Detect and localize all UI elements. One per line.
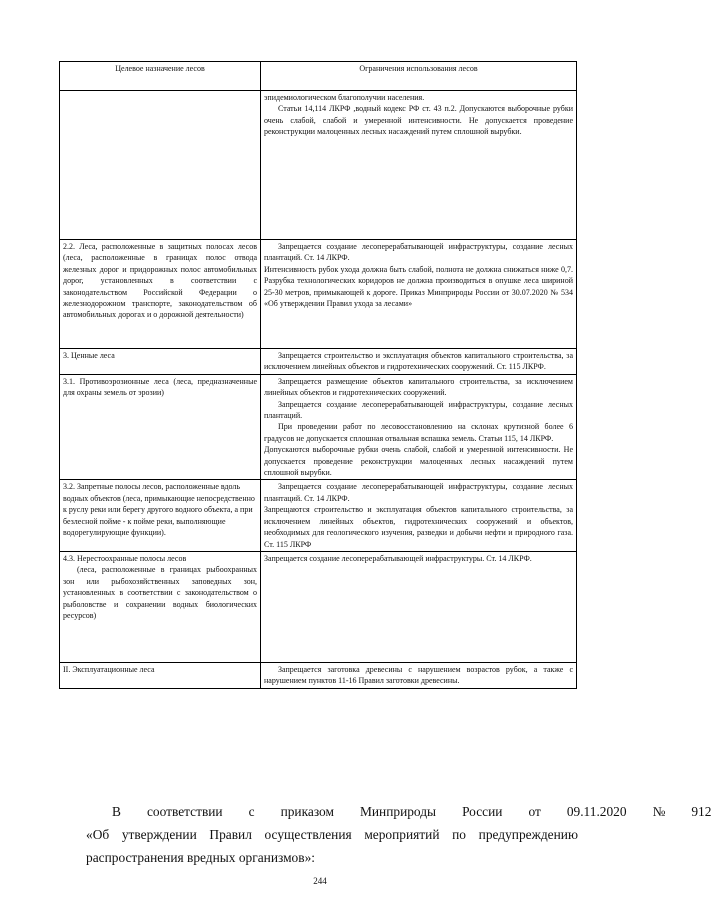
purpose-cell: II. Эксплуатационные леса <box>60 662 261 688</box>
restriction-cell <box>261 349 577 375</box>
restriction-cell <box>261 240 577 349</box>
word: утверждении <box>121 827 197 842</box>
restriction-paragraph: эпидемиологическом благополучии населения. <box>264 93 425 102</box>
word: 09.11.2020 <box>566 804 627 819</box>
word: соответствии <box>146 804 223 819</box>
word: В <box>112 804 121 819</box>
table-row <box>60 374 577 480</box>
restriction-paragraph: Интенсивность рубок ухода должна быть слабой, полнота не должна снижаться ниже 0,7. Разрубка технологических коридоров не должна производиться в опушке леса шириной 25-30 метров, примыкающей к дороге. Приказ Минприроды России от 30.07.2020 № 534 «Об утверждении Правил ухода за лесами» <box>264 264 573 309</box>
restriction-paragraph: При проведении работ по лесовосстановлению на склонах крутизной более 6 градусов не допускается сплошная отвальная вспашка земель. Статьи 115, 14 ЛКРФ. <box>264 422 573 443</box>
restriction-cell <box>261 662 577 688</box>
purpose-cell <box>60 551 261 662</box>
header-purpose: Целевое назначение лесов <box>60 62 261 91</box>
word: Минприроды <box>359 804 437 819</box>
restriction-paragraph: Запрещаются строительство и эксплуатация объектов капитального строительства, за исключением линейных объектов, гидротехнических сооружений и объектов, необходимых для геологического изучения, разведки и добычи нефти и природного газа. Ст. 115 ЛКРФ <box>264 505 573 549</box>
purpose-cell: 3.2. Запретные полосы лесов, расположенные вдоль водных объектов (леса, примыкающие непосредственно к руслу реки или берегу другого водного объекта, а при безлесной пойме - к пойме реки, выполняющие водорегулирующие функции). <box>60 480 261 551</box>
word: мероприятий <box>364 827 440 842</box>
table-row <box>60 551 577 662</box>
outro-paragraph-line-1 <box>86 803 711 820</box>
word: «Об <box>86 827 110 842</box>
restriction-cell <box>261 551 577 662</box>
table-row <box>60 349 577 375</box>
table-header-row <box>60 62 577 91</box>
purpose-note: (леса, расположенные в границах рыбоохранных зон или рыбохозяйственных заповедных зон, установленных в соответствии с законодательством о рыболовстве и сохранении водных биологических ресурсов) <box>63 565 257 620</box>
word: Правил <box>209 827 252 842</box>
word: России <box>462 804 503 819</box>
word: осуществления <box>264 827 352 842</box>
restriction-cell <box>261 91 577 240</box>
restriction-cell <box>261 374 577 480</box>
restriction-paragraph: Запрещается создание лесоперерабатывающей инфраструктуры. Ст. 14 ЛКРФ. <box>264 553 532 563</box>
restriction-paragraph: Допускаются выборочные рубки очень слабой, слабой и умеренной интенсивности. Не допускается проведение реконструкции малоценных лесных насаждений путем сплошной вырубки. <box>264 445 573 478</box>
outro-paragraph-line-3: распространения вредных организмов»: <box>86 850 315 865</box>
word: по <box>452 827 467 842</box>
word: предупреждению <box>478 827 578 842</box>
restriction-paragraph: Запрещается создание лесоперерабатывающей инфраструктуры, создание лесных плантаций. <box>264 399 573 421</box>
word: от <box>528 804 541 819</box>
purpose-cell: 3.1. Противоэрозионные леса (леса, предназначенные для охраны земель от эрозии) <box>60 374 261 480</box>
page-number: 244 <box>313 876 327 886</box>
outro-paragraph-line-2 <box>86 826 578 843</box>
restriction-cell <box>261 480 577 551</box>
table-row <box>60 480 577 551</box>
purpose-cell <box>60 91 261 240</box>
word: с <box>248 804 255 819</box>
restriction-paragraph: Запрещается создание лесоперерабатывающей инфраструктуры, создание лесных плантаций. Ст. 14 ЛКРФ. <box>264 242 573 263</box>
table-row <box>60 240 577 349</box>
purpose-cell: 3. Ценные леса <box>60 349 261 375</box>
table-row <box>60 91 577 240</box>
table-row <box>60 662 577 688</box>
word: приказом <box>280 804 334 819</box>
restriction-paragraph: Запрещается создание лесоперерабатывающей инфраструктуры, создание лесных плантаций. Ст. 14 ЛКРФ. <box>264 482 573 503</box>
word: 912 <box>691 804 711 819</box>
restriction-paragraph: Запрещается заготовка древесины с нарушением возрастов рубок, а также с нарушением пунктов 11-16 Правил заготовки древесины. <box>264 664 573 686</box>
restriction-paragraph: Запрещается строительство и эксплуатация объектов капитального строительства, за исключением линейных объектов и гидротехнических сооружений. Ст. 115 ЛКРФ. <box>264 351 573 372</box>
purpose-title: 4.3. Нерестоохранные полосы лесов <box>63 553 187 563</box>
header-restrictions: Ограничения использования лесов <box>261 62 577 91</box>
word: № <box>652 804 666 819</box>
purpose-cell: 2.2. Леса, расположенные в защитных полосах лесов (леса, расположенные в границах полос отвода железных дорог и придорожных полос автомобильных дорог, установленных в соответствии с законодательством Российской Федерации о железнодорожном транспорте, законодательством об автомобильных дорогах и о дорожной деятельности) <box>60 240 261 349</box>
forest-restrictions-table <box>59 61 577 689</box>
restriction-paragraph: Запрещается размещение объектов капитального строительства, за исключением линейных объектов и гидротехнических сооружений. <box>264 376 573 398</box>
restriction-paragraph: Статьи 14,114 ЛКРФ ,водный кодекс РФ ст. 43 п.2. Допускаются выборочные рубки очень слабой, слабой и умеренной интенсивности. Не допускается проведение реконструкции малоценных лесных насаждений путем сплошной вырубки. <box>264 104 573 137</box>
